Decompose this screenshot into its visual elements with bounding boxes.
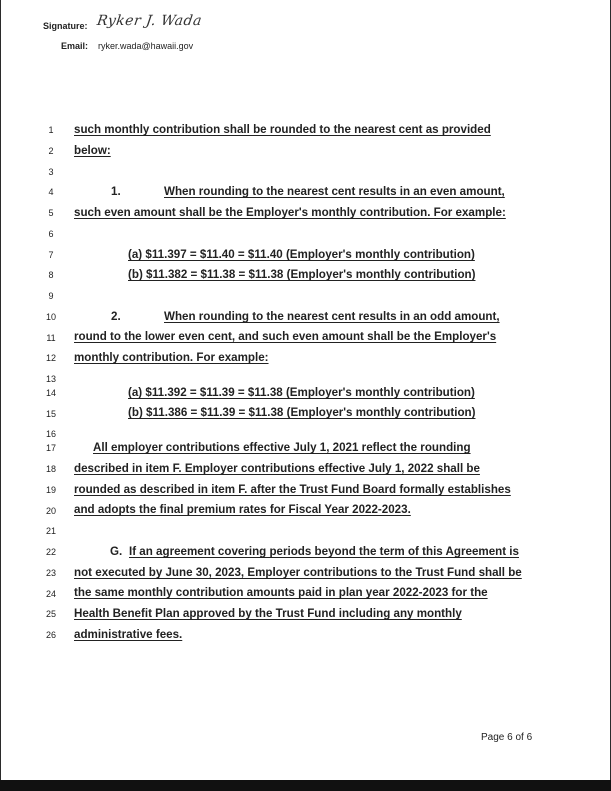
body-text-line: described in item F. Employer contributions effective July 1, 2022 shall be	[74, 462, 480, 475]
body-text-line: such even amount shall be the Employer's monthly contribution. For example:	[74, 206, 506, 219]
line-number: 17	[45, 443, 56, 453]
line-number: 6	[48, 229, 54, 239]
line-number: 2	[48, 146, 54, 156]
line-number: 22	[45, 547, 56, 557]
line-number: 14	[45, 388, 56, 398]
body-text-line: administrative fees.	[74, 628, 183, 641]
line-number: 9	[48, 291, 54, 301]
body-text-line: round to the lower even cent, and such even amount shall be the Employer's	[74, 330, 497, 343]
line-number: 21	[45, 526, 56, 536]
signature-label: Signature:	[43, 21, 88, 31]
line-number: 3	[48, 167, 54, 177]
body-text-line: not executed by June 30, 2023, Employer contributions to the Trust Fund shall be	[74, 566, 522, 579]
line-number: 10	[45, 312, 56, 322]
line-number: 15	[45, 409, 56, 419]
line-number: 8	[48, 270, 54, 280]
item-number: 1.	[111, 185, 121, 198]
example-line: (b) $11.386 = $11.39 = $11.38 (Employer's monthly contribution)	[128, 406, 476, 419]
line-number: 13	[45, 374, 56, 384]
item-label: G.	[110, 545, 123, 558]
page-number: Page 6 of 6	[481, 732, 533, 743]
body-text-line: All employer contributions effective July 1, 2021 reflect the rounding	[93, 441, 471, 454]
signature: Ryker J. Wada	[95, 13, 203, 29]
body-text-line: monthly contribution. For example:	[74, 351, 269, 364]
item-number: 2.	[111, 310, 121, 323]
line-number: 24	[45, 589, 56, 599]
body-text-line: and adopts the final premium rates for Fiscal Year 2022-2023.	[74, 503, 411, 516]
line-number: 23	[45, 568, 56, 578]
line-number: 26	[45, 630, 56, 640]
email-label: Email:	[61, 41, 89, 51]
example-line: (b) $11.382 = $11.38 = $11.38 (Employer's monthly contribution)	[128, 268, 476, 281]
line-number: 1	[48, 125, 54, 135]
body-text-line: When rounding to the nearest cent results in an odd amount,	[164, 310, 500, 323]
line-number: 12	[45, 353, 56, 363]
viewer-bottom-bar	[0, 780, 611, 791]
body-text-line: Health Benefit Plan approved by the Trust Fund including any monthly	[74, 607, 462, 620]
body-text-line: If an agreement covering periods beyond the term of this Agreement is	[129, 545, 519, 558]
document-page	[1, 0, 610, 780]
line-number: 20	[45, 506, 56, 516]
body-text-line: rounded as described in item F. after the Trust Fund Board formally establishes	[74, 483, 511, 496]
line-number: 25	[45, 609, 56, 619]
example-line: (a) $11.392 = $11.39 = $11.38 (Employer's monthly contribution)	[128, 386, 475, 399]
line-number: 7	[48, 250, 54, 260]
body-text-line: the same monthly contribution amounts paid in plan year 2022-2023 for the	[74, 586, 488, 599]
line-number: 5	[48, 208, 54, 218]
email-value: ryker.wada@hawaii.gov	[98, 41, 194, 51]
body-text-line: When rounding to the nearest cent results in an even amount,	[164, 185, 505, 198]
line-number: 16	[45, 429, 56, 439]
line-number: 4	[48, 187, 54, 197]
line-number: 18	[45, 464, 56, 474]
body-text-line: such monthly contribution shall be rounded to the nearest cent as provided	[74, 123, 491, 136]
body-text-line: below:	[74, 144, 111, 157]
line-number: 19	[45, 485, 56, 495]
example-line: (a) $11.397 = $11.40 = $11.40 (Employer's monthly contribution)	[128, 248, 475, 261]
line-number: 11	[46, 333, 56, 343]
